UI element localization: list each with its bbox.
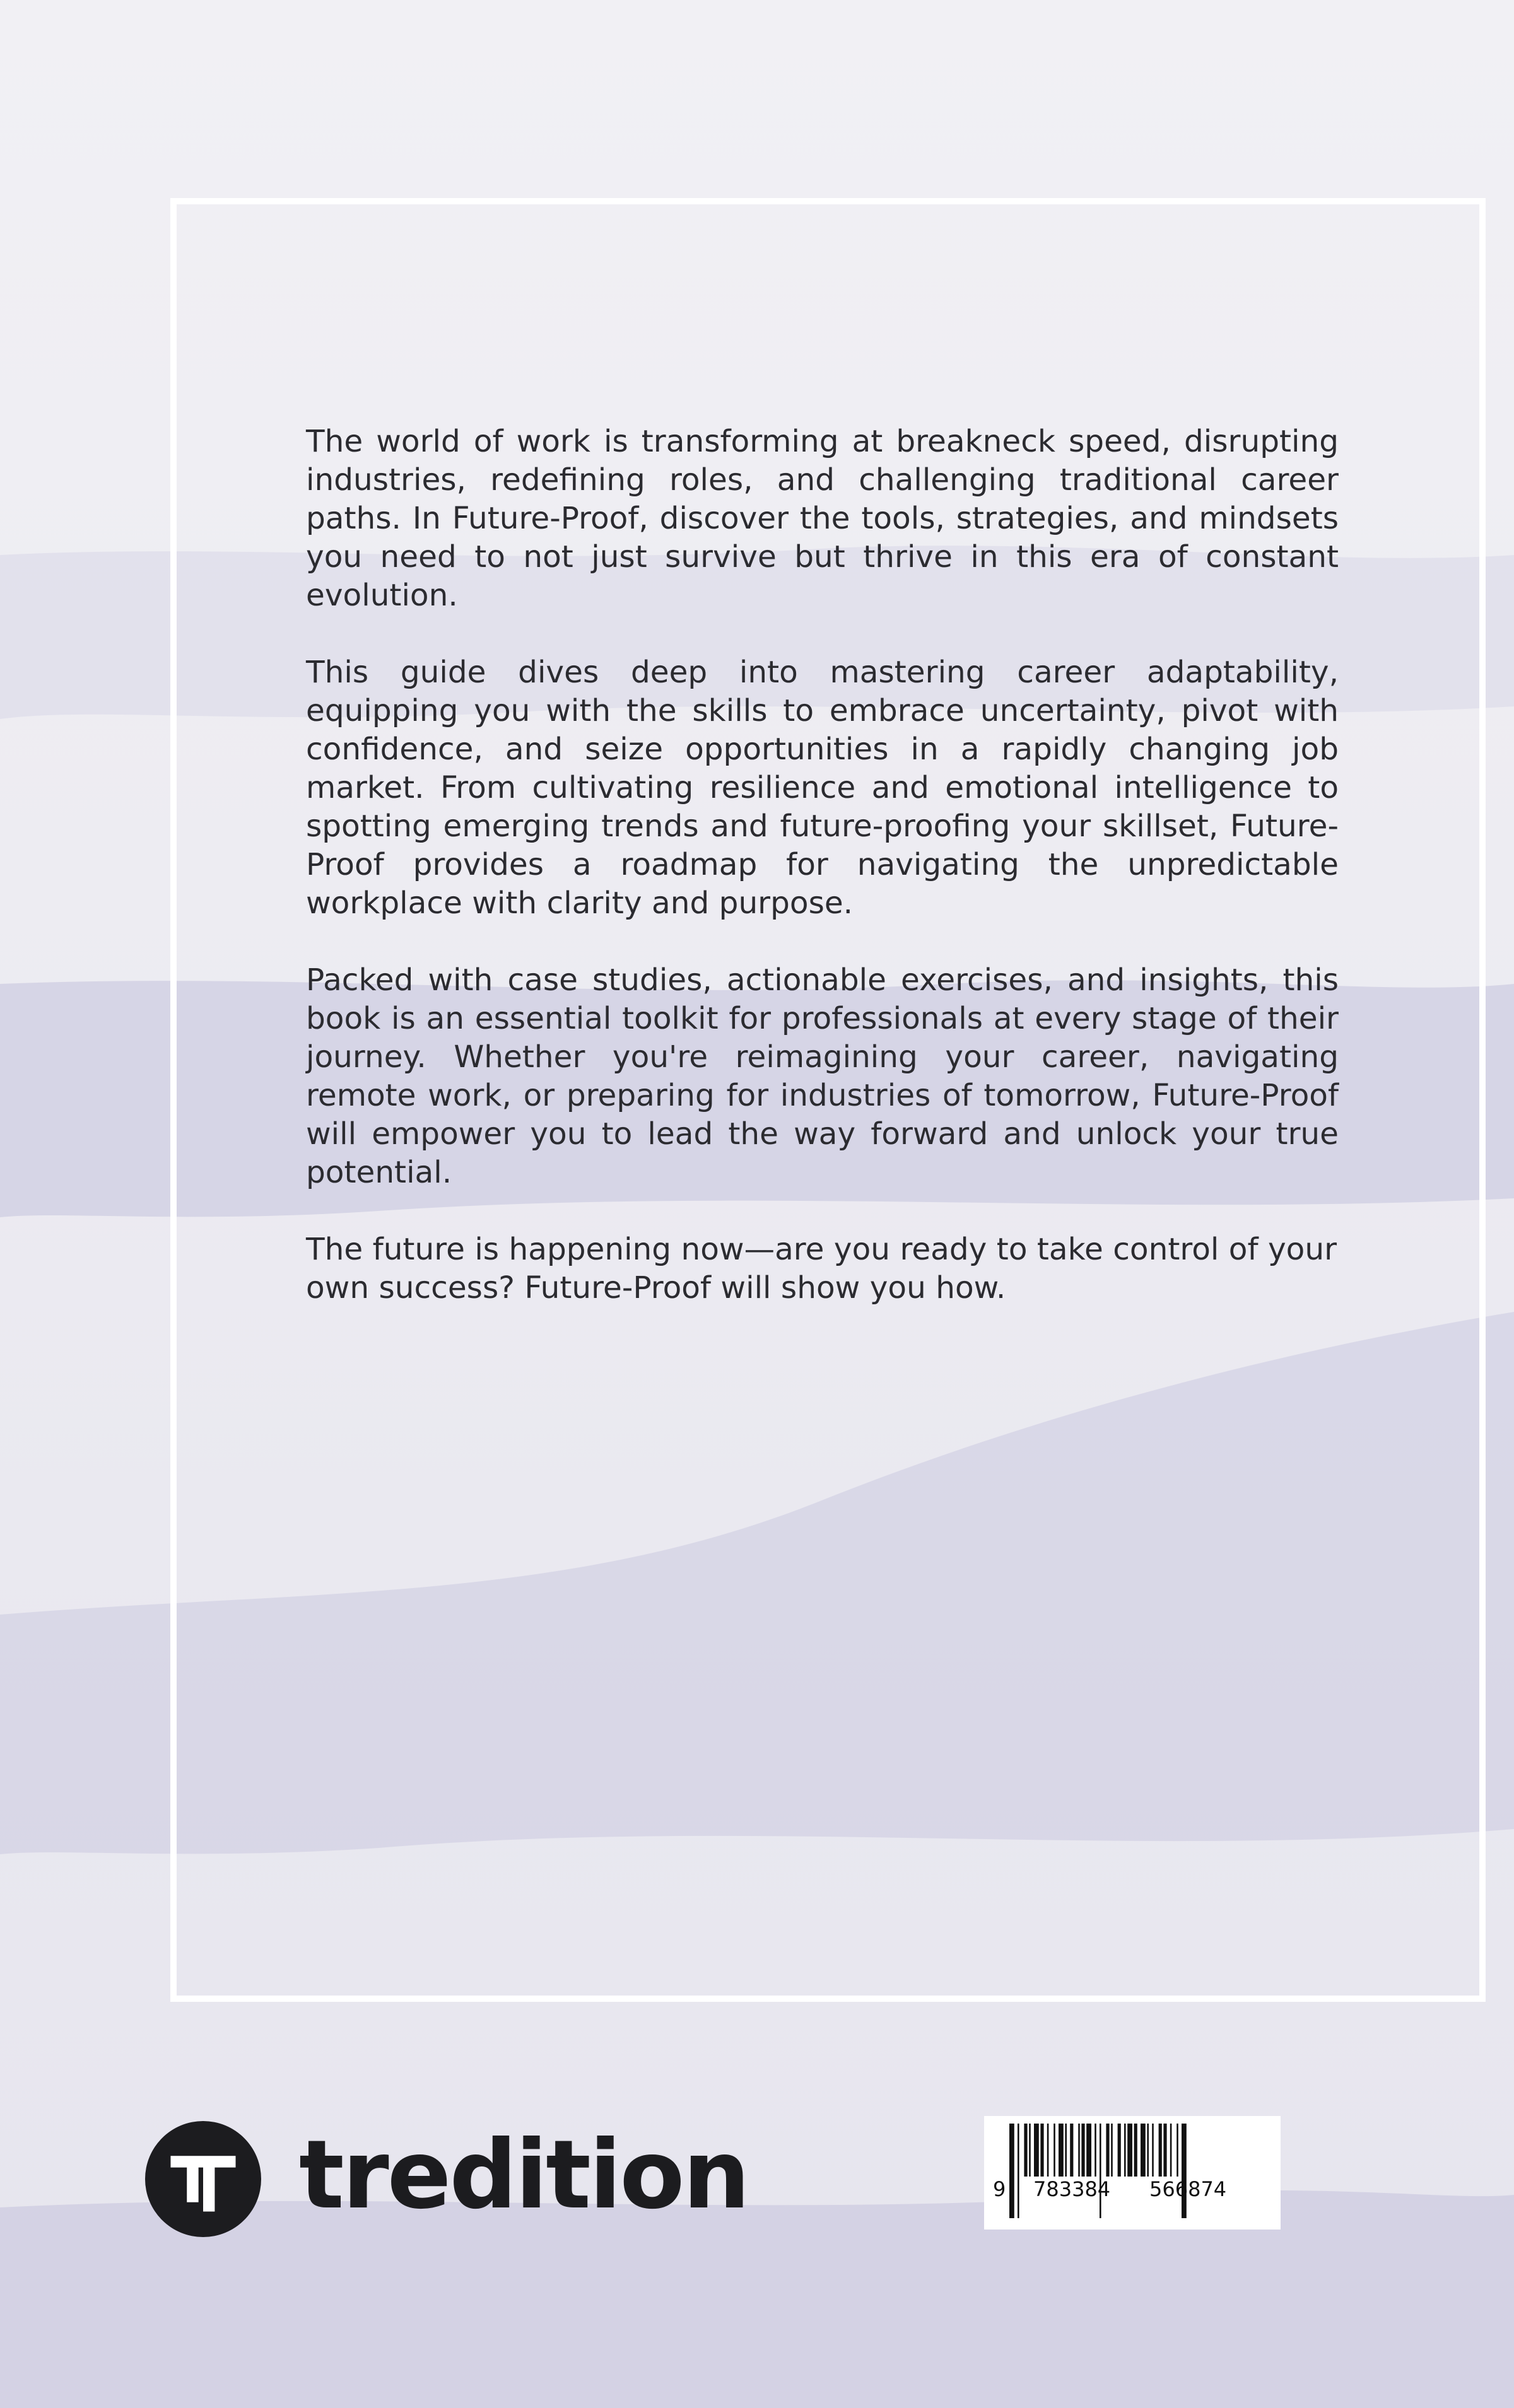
isbn-barcode <box>984 2116 1281 2230</box>
blurb-paragraph-2: This guide dives deep into mastering career adaptability, equipping you with the skills to embrace uncertainty, pivot with confidence, and seize opportunities in a rapidly changing job market. From cultivating resilience and emotional intelligence to spotting emerging trends and future-proofing your skillset, Future-Proof provides a roadmap for navigating the unpredictable workplace with clarity and purpose. <box>306 655 1339 921</box>
barcode-bar <box>1106 2124 1109 2177</box>
barcode-bar <box>1147 2124 1149 2177</box>
barcode-bar <box>1047 2124 1049 2177</box>
barcode-bar <box>1141 2124 1146 2177</box>
barcode-digit-prefix: 9 <box>993 2177 1006 2201</box>
barcode-bar <box>1134 2124 1137 2177</box>
barcode-bar <box>1177 2124 1178 2177</box>
barcode-bar <box>1070 2124 1073 2177</box>
barcode-bar <box>1111 2124 1113 2177</box>
barcode-bar <box>1081 2124 1084 2177</box>
barcode-digits-left: 783384 <box>1033 2177 1111 2201</box>
barcode-bar <box>1170 2124 1172 2177</box>
barcode-bar <box>1159 2124 1162 2177</box>
barcode-bar <box>1094 2124 1096 2177</box>
barcode-bar <box>1078 2124 1080 2177</box>
barcode-bar <box>1152 2124 1154 2177</box>
barcode-bar <box>1127 2124 1132 2177</box>
barcode-bar <box>1059 2124 1064 2177</box>
blurb-paragraph-4: The future is happening now—are you ready to take control of your own success? Future-Proof will show you how. <box>306 1232 1337 1306</box>
barcode-bar <box>1086 2124 1091 2177</box>
blurb-paragraph-1: The world of work is transforming at breakneck speed, disrupting industries, redefining roles, and challenging traditional career paths. In Future-Proof, discover the tools, strategies, and mindsets you need to not just survive but thrive in this era of constant evolution. <box>306 424 1339 613</box>
back-cover-blurb <box>306 423 1339 1307</box>
barcode-bar <box>1182 2124 1187 2218</box>
barcode-bar <box>1009 2124 1014 2218</box>
barcode-bar <box>1018 2124 1019 2218</box>
barcode-digits-right: 566874 <box>1149 2177 1227 2201</box>
publisher-name: tredition <box>299 2120 749 2230</box>
barcode-bar <box>1024 2124 1027 2177</box>
barcode-bar <box>1163 2124 1166 2177</box>
barcode-bar <box>1040 2124 1043 2177</box>
blurb-paragraph-3: Packed with case studies, actionable exercises, and insights, this book is an essential toolkit for professionals at every stage of their journey. Whether you're reimagining your career, navigating remote work, or preparing for industries of tomorrow, Future-Proof will empower you to lead the way forward and unlock your true potential. <box>306 962 1339 1190</box>
tredition-logo-icon <box>145 2121 261 2237</box>
publisher-logo <box>145 2119 748 2239</box>
barcode-bar <box>1034 2124 1039 2177</box>
barcode-bars <box>984 2116 1281 2230</box>
barcode-bar <box>1029 2124 1031 2177</box>
barcode-bar <box>1124 2124 1126 2177</box>
barcode-bar <box>1053 2124 1055 2177</box>
barcode-bar <box>1118 2124 1121 2177</box>
barcode-bar <box>1065 2124 1067 2177</box>
barcode-bar <box>1100 2124 1101 2218</box>
